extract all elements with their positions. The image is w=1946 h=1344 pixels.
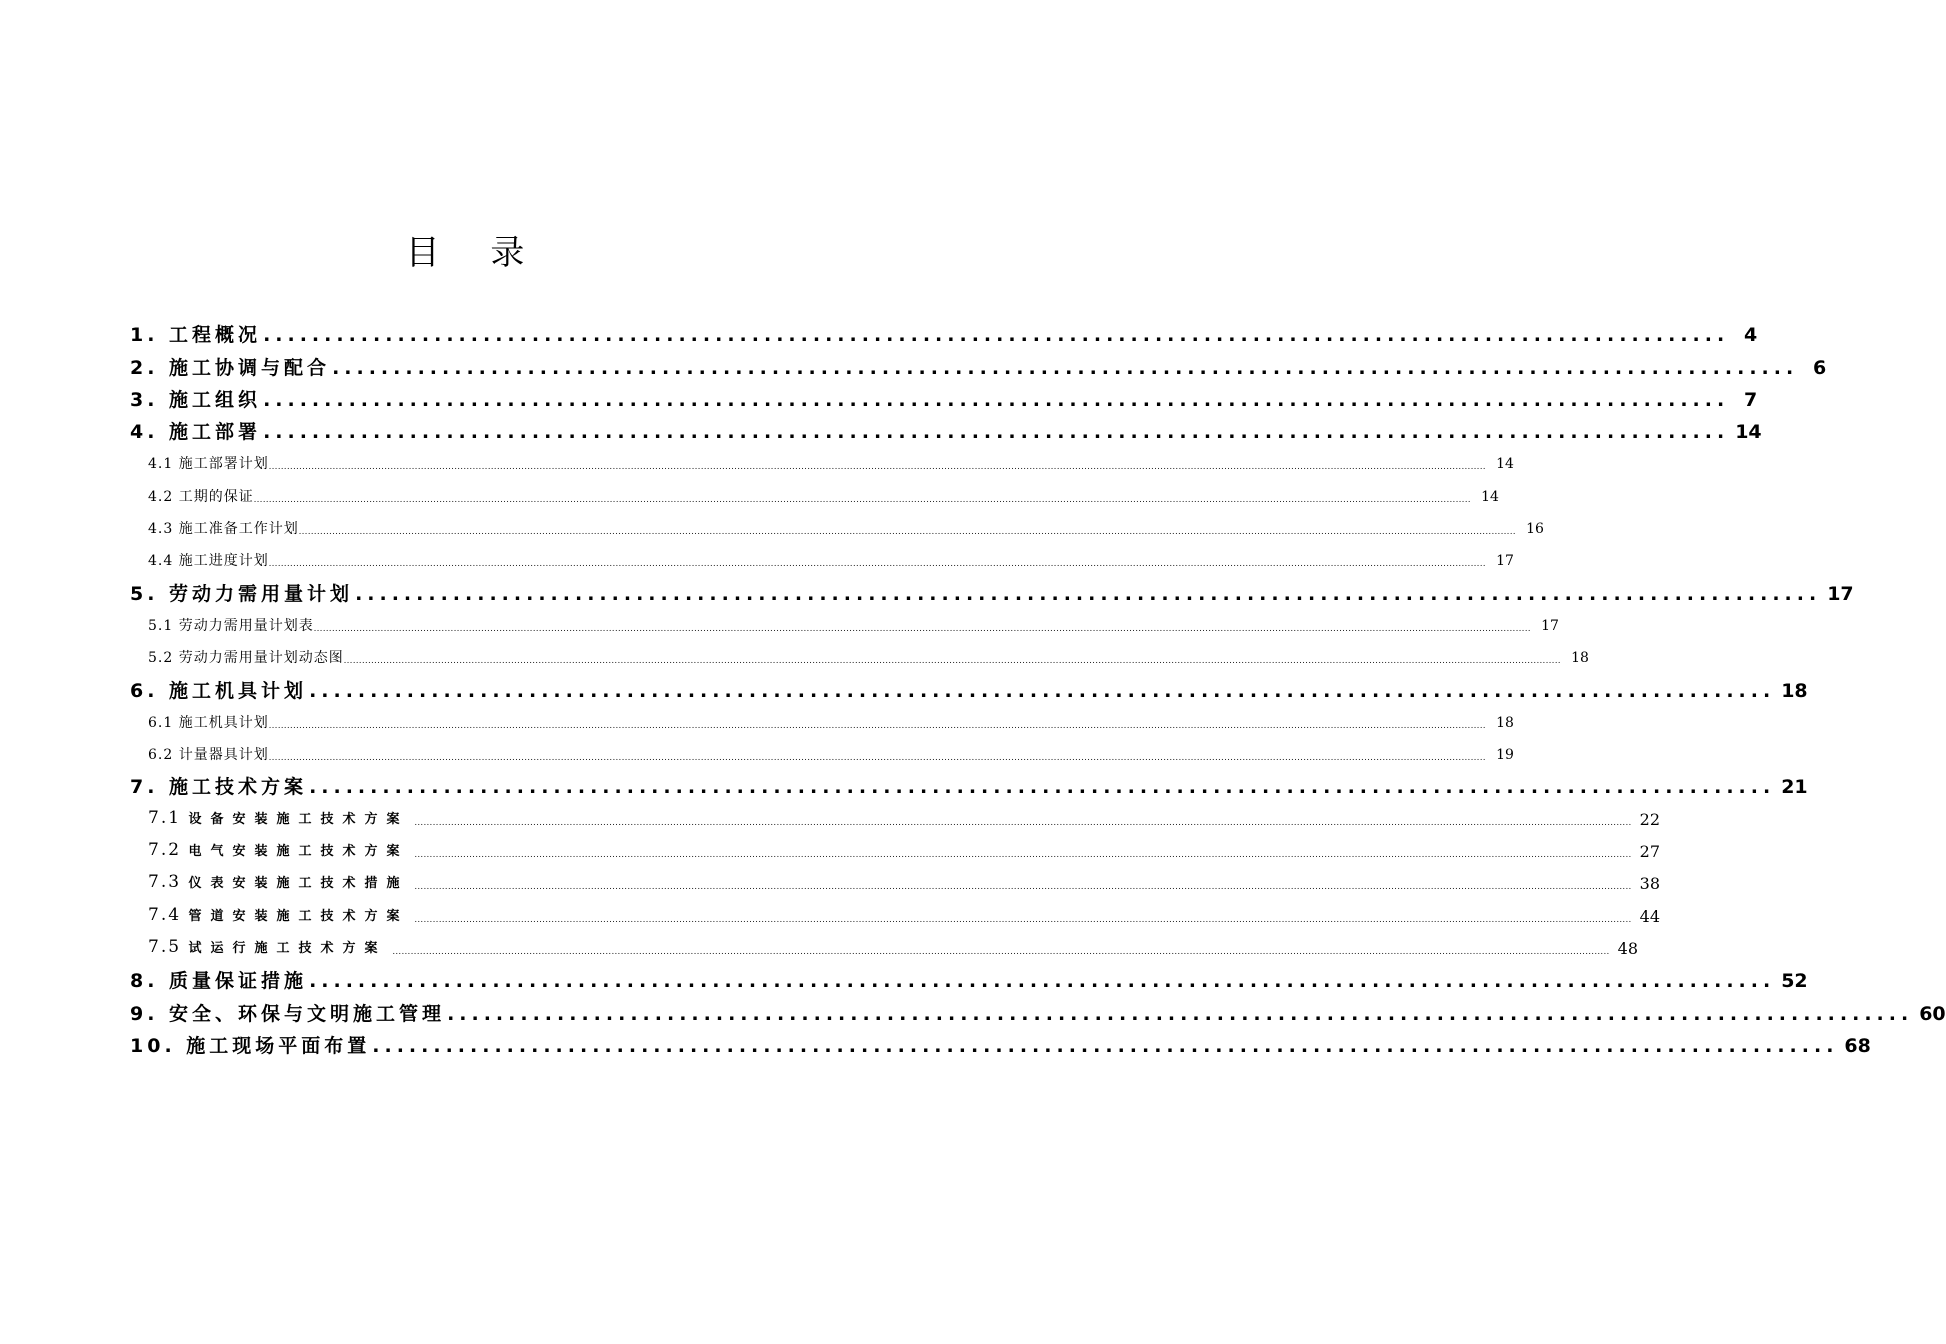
- toc-entry-label: 4.2 工期的保证: [148, 488, 254, 505]
- toc-dot-leader: ................................................................................................................................................................................................................................................................................................................................................................................................................: [343, 656, 1561, 666]
- toc-entry[interactable]: [130, 996, 1946, 1028]
- toc-dot-leader: ........................................................................................................................: [372, 1034, 1839, 1057]
- toc-entry[interactable]: [130, 318, 1758, 350]
- toc-page-number: 27: [1639, 842, 1661, 862]
- toc-dot-leader: ........................................................................................................................: [263, 388, 1730, 411]
- toc-entry-number: 7.5: [148, 936, 189, 957]
- toc-entry-label: 4.3 施工准备工作计划: [148, 521, 299, 538]
- toc-entry-text: 仪表安装施工技术措施: [188, 876, 409, 892]
- toc-page-number: 17: [1541, 617, 1559, 634]
- toc-entry-label: [148, 803, 408, 835]
- toc-page-number: 17: [1827, 582, 1854, 605]
- toc-page-number: 16: [1526, 521, 1544, 538]
- toc-entry[interactable]: [130, 964, 1808, 996]
- toc-page-number: 4: [1743, 324, 1758, 347]
- toc-dot-leader: ........................................................................................................................: [309, 776, 1776, 799]
- toc-title: 目 录: [405, 233, 545, 273]
- toc-entry[interactable]: [130, 770, 1808, 802]
- toc-entry-label: [148, 867, 408, 899]
- toc-dot-leader: ........................................................................................................................: [447, 1002, 1914, 1025]
- toc-dot-leader: ................................................................................................................................................................................................................................................................................................................................................................................................................: [414, 850, 1632, 860]
- toc-page-number: 14: [1496, 456, 1514, 473]
- toc-entry-label: 6.1 施工机具计划: [148, 714, 269, 731]
- toc-entry[interactable]: [130, 738, 1514, 770]
- toc-dot-leader: ................................................................................................................................................................................................................................................................................................................................................................................................................: [268, 559, 1486, 569]
- toc-page-number: 68: [1844, 1034, 1871, 1057]
- toc-entry-label: 8. 质量保证措施: [130, 970, 308, 993]
- toc-entry[interactable]: [130, 835, 1661, 867]
- toc-dot-leader: ................................................................................................................................................................................................................................................................................................................................................................................................................: [313, 623, 1531, 633]
- toc-entry-label: 4.4 施工进度计划: [148, 553, 269, 570]
- toc-dot-leader: ........................................................................................................................: [332, 356, 1799, 379]
- toc-entry-label: 5.2 劳动力需用量计划动态图: [148, 650, 344, 667]
- toc-entry[interactable]: [130, 899, 1661, 931]
- toc-page-number: 52: [1781, 970, 1808, 993]
- toc-page-number: 22: [1639, 809, 1661, 829]
- toc-page-number: 21: [1781, 776, 1808, 799]
- toc-entry[interactable]: [130, 641, 1589, 673]
- toc-entry-text: 试运行施工技术方案: [188, 940, 387, 956]
- toc-entry-number: 7.4: [148, 904, 189, 925]
- toc-entry[interactable]: [130, 350, 1827, 382]
- toc-entry-text: 管道安装施工技术方案: [188, 908, 409, 924]
- toc-entry[interactable]: [130, 383, 1758, 415]
- toc-entry[interactable]: [130, 576, 1854, 608]
- toc-page-number: 18: [1571, 650, 1589, 667]
- toc-page-number: 48: [1617, 938, 1639, 958]
- toc-entry-label: 9. 安全、环保与文明施工管理: [130, 1002, 446, 1025]
- toc-entry-label: 6. 施工机具计划: [130, 679, 308, 702]
- toc-entry-number: 7.3: [148, 872, 189, 893]
- toc-entry-label: 2. 施工协调与配合: [130, 356, 331, 379]
- toc-dot-leader: ................................................................................................................................................................................................................................................................................................................................................................................................................: [268, 720, 1486, 730]
- toc-entry[interactable]: [130, 706, 1514, 738]
- toc-entry[interactable]: [130, 609, 1559, 641]
- toc-dot-leader: ................................................................................................................................................................................................................................................................................................................................................................................................................: [414, 817, 1632, 827]
- toc-dot-leader: ........................................................................................................................: [263, 421, 1730, 444]
- toc-entry-number: 7.2: [148, 840, 189, 861]
- table-of-contents: [130, 318, 1946, 1061]
- toc-page-number: 14: [1481, 488, 1499, 505]
- toc-entry-label: 5.1 劳动力需用量计划表: [148, 617, 314, 634]
- toc-entry-label: 6.2 计量器具计划: [148, 747, 269, 764]
- toc-page-number: 19: [1496, 747, 1514, 764]
- toc-entry[interactable]: [130, 447, 1514, 479]
- toc-entry[interactable]: [130, 867, 1661, 899]
- toc-entry-number: 7.1: [148, 807, 189, 828]
- toc-dot-leader: ........................................................................................................................: [263, 324, 1730, 347]
- toc-page-number: 18: [1496, 714, 1514, 731]
- toc-entry[interactable]: [130, 544, 1514, 576]
- toc-entry[interactable]: [130, 673, 1808, 705]
- toc-page-number: 6: [1812, 356, 1827, 379]
- toc-dot-leader: ................................................................................................................................................................................................................................................................................................................................................................................................................: [298, 527, 1516, 537]
- toc-entry-label: 10. 施工现场平面布置: [130, 1034, 371, 1057]
- toc-entry-text: 设备安装施工技术方案: [188, 811, 409, 827]
- toc-dot-leader: ........................................................................................................................: [355, 582, 1822, 605]
- toc-dot-leader: ........................................................................................................................: [309, 679, 1776, 702]
- toc-dot-leader: ................................................................................................................................................................................................................................................................................................................................................................................................................: [414, 882, 1632, 892]
- toc-entry-label: 5. 劳动力需用量计划: [130, 582, 354, 605]
- toc-entry-label: 3. 施工组织: [130, 388, 262, 411]
- toc-dot-leader: ........................................................................................................................: [309, 970, 1776, 993]
- toc-entry-label: [148, 900, 408, 932]
- toc-dot-leader: ................................................................................................................................................................................................................................................................................................................................................................................................................: [268, 462, 1486, 472]
- toc-entry[interactable]: [130, 932, 1639, 964]
- toc-entry[interactable]: [130, 802, 1661, 834]
- toc-entry[interactable]: [130, 479, 1499, 511]
- toc-dot-leader: ................................................................................................................................................................................................................................................................................................................................................................................................................: [253, 494, 1471, 504]
- toc-page-number: 18: [1781, 679, 1808, 702]
- toc-entry[interactable]: [130, 415, 1762, 447]
- toc-page-number: 38: [1639, 874, 1661, 894]
- toc-entry[interactable]: [130, 1029, 1871, 1061]
- toc-entry-label: 4. 施工部署: [130, 421, 262, 444]
- toc-page-number: 44: [1639, 906, 1661, 926]
- toc-page-number: 14: [1735, 421, 1762, 444]
- toc-entry-label: 4.1 施工部署计划: [148, 456, 269, 473]
- toc-dot-leader: ................................................................................................................................................................................................................................................................................................................................................................................................................: [414, 914, 1632, 924]
- toc-entry-label: 7. 施工技术方案: [130, 776, 308, 799]
- toc-page-number: 7: [1743, 388, 1758, 411]
- toc-dot-leader: ................................................................................................................................................................................................................................................................................................................................................................................................................: [268, 753, 1486, 763]
- toc-entry-label: [148, 835, 408, 867]
- toc-entry-label: [148, 932, 386, 964]
- toc-dot-leader: ................................................................................................................................................................................................................................................................................................................................................................................................................: [392, 946, 1610, 956]
- toc-entry[interactable]: [130, 512, 1544, 544]
- toc-entry-text: 电气安装施工技术方案: [188, 844, 409, 860]
- toc-entry-label: 1. 工程概况: [130, 324, 262, 347]
- toc-page-number: 60: [1919, 1002, 1946, 1025]
- toc-page-number: 17: [1496, 553, 1514, 570]
